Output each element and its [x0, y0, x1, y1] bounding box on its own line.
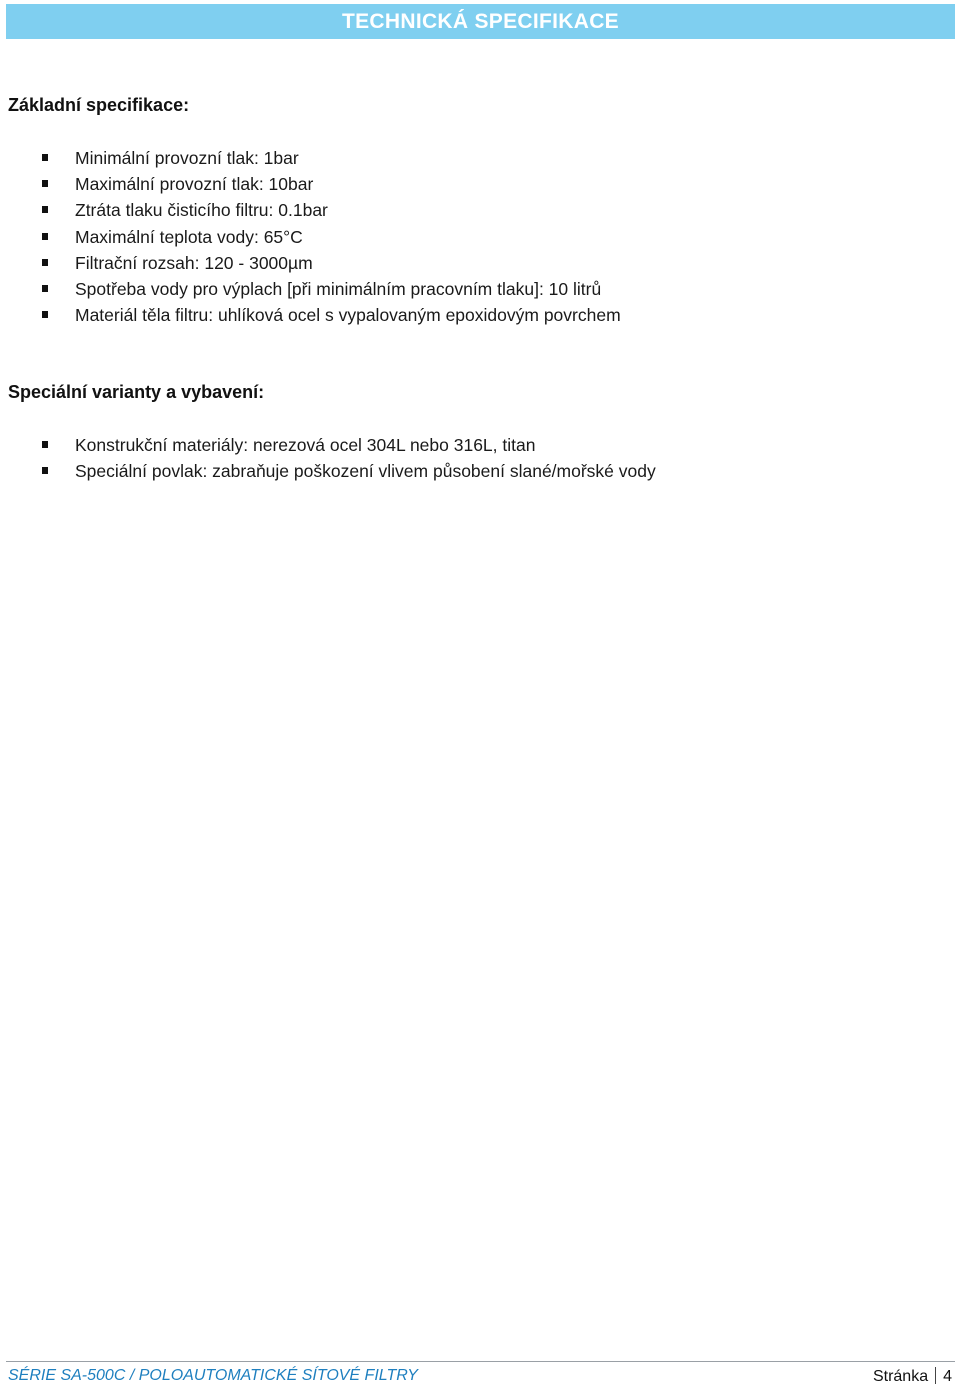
- list-item-text: Materiál těla filtru: uhlíková ocel s vypalovaným epoxidovým povrchem: [75, 305, 621, 326]
- section-heading-basic: Základní specifikace:: [8, 95, 190, 115]
- list-item-text: Maximální provozní tlak: 10bar: [75, 174, 314, 195]
- footer-divider: [6, 1361, 955, 1362]
- list-item-text: Ztráta tlaku čisticího filtru: 0.1bar: [75, 200, 328, 221]
- page-label: Stránka: [872, 1368, 929, 1385]
- list-item: [40, 199, 621, 225]
- special-variants-list: [40, 434, 656, 486]
- list-item: [40, 460, 656, 486]
- list-item-text: Filtrační rozsah: 120 - 3000µm: [75, 252, 313, 273]
- list-item: [40, 278, 621, 304]
- list-item: [40, 173, 621, 199]
- list-item: [40, 226, 621, 252]
- page-number: 4: [943, 1368, 952, 1385]
- square-bullet-icon: [42, 441, 48, 448]
- page-separator: [935, 1367, 936, 1384]
- list-item-text: Maximální teplota vody: 65°C: [75, 226, 303, 247]
- page-title: TECHNICKÁ SPECIFIKACE: [6, 4, 955, 39]
- basic-spec-list: [40, 147, 621, 330]
- list-item: [40, 434, 656, 460]
- square-bullet-icon: [42, 285, 48, 292]
- list-item-text: Speciální povlak: zabraňuje poškození vlivem působení slané/mořské vody: [75, 461, 656, 482]
- list-item-text: Spotřeba vody pro výplach [při minimálním pracovním tlaku]: 10 litrů: [75, 278, 602, 299]
- square-bullet-icon: [42, 154, 48, 161]
- footer-series-title: SÉRIE SA-500C / POLOAUTOMATICKÉ SÍTOVÉ FILTRY: [8, 1367, 418, 1384]
- square-bullet-icon: [42, 233, 48, 240]
- list-item: [40, 304, 621, 330]
- square-bullet-icon: [42, 467, 48, 474]
- square-bullet-icon: [42, 180, 48, 187]
- square-bullet-icon: [42, 206, 48, 213]
- list-item: [40, 252, 621, 278]
- square-bullet-icon: [42, 259, 48, 266]
- square-bullet-icon: [42, 311, 48, 318]
- section-heading-special: Speciální varianty a vybavení:: [8, 382, 265, 402]
- list-item-text: Minimální provozní tlak: 1bar: [75, 148, 299, 168]
- list-item: [40, 147, 621, 173]
- list-item-text: Konstrukční materiály: nerezová ocel 304L nebo 316L, titan: [75, 435, 536, 455]
- page-number-block: [873, 1367, 952, 1386]
